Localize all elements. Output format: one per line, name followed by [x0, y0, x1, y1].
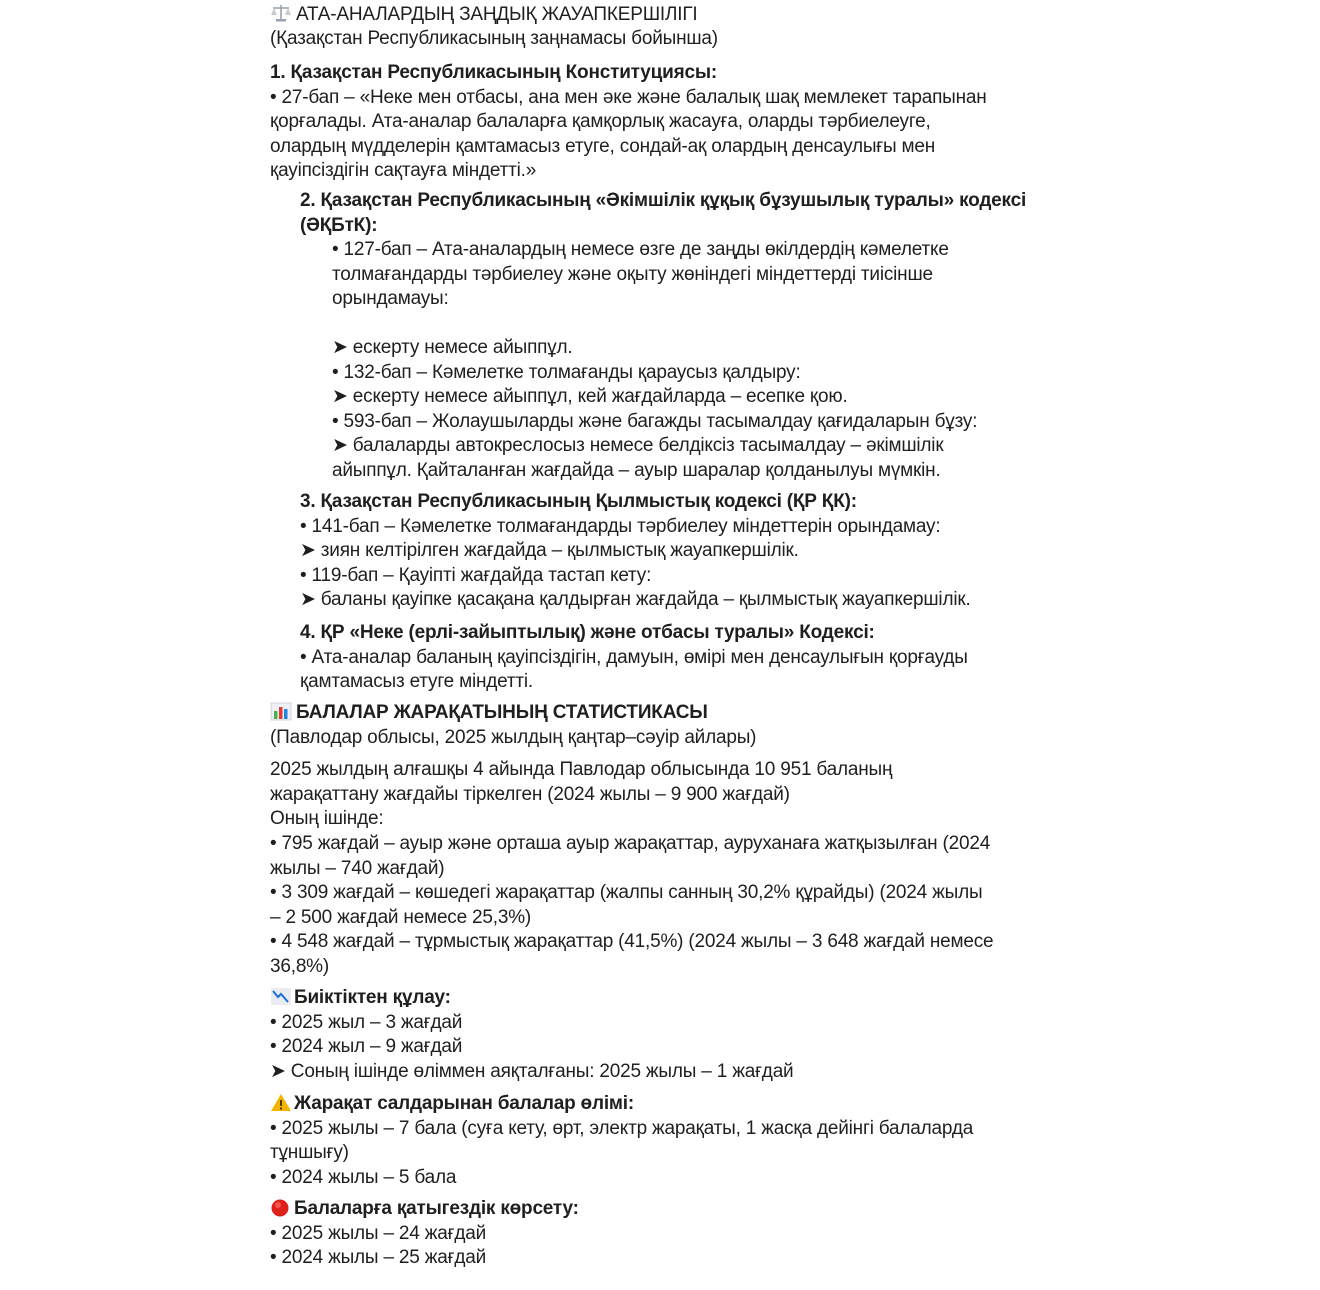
section-child-deaths — [270, 1092, 1100, 1190]
violence-heading-line — [270, 1197, 1100, 1222]
falls-heading-line — [270, 986, 1100, 1011]
text-line: олардың мүдделерін қамтамасыз етуге, сондай-ақ олардың денсаулығы мен — [270, 135, 936, 157]
deaths-heading: Жарақат салдарынан балалар өлімі: — [294, 1093, 634, 1114]
text-line: • 141-бап – Кәмелетке толмағандарды тәрбиелеу міндеттерін орындамау: — [300, 515, 941, 537]
document-title: АТА-АНАЛАРДЫҢ ЗАҢДЫҚ ЖАУАПКЕРШІЛІГІ — [296, 4, 698, 25]
section-marriage-family-code — [270, 621, 1100, 695]
text-line: қауіпсіздігін сақтауға міндетті.» — [270, 160, 537, 182]
stats-title: БАЛАЛАР ЖАРАҚАТЫНЫҢ СТАТИСТИКАСЫ — [296, 702, 708, 723]
section-falls — [270, 986, 1100, 1084]
text-line: • Ата-аналар баланың қауіпсіздігін, дамуын, өмірі мен денсаулығын қорғауды — [300, 646, 968, 668]
falls-heading: Биіктіктен құлау: — [294, 987, 451, 1008]
text-line: • 3 309 жағдай – көшедегі жарақаттар (жалпы санның 30,2% құрайды) (2024 жылы — [270, 882, 983, 904]
section-cruelty — [270, 1197, 1100, 1271]
text-line: қамтамасыз етуге міндетті. — [300, 671, 533, 693]
text-line: • 27-бап – «Неке мен отбасы, ана мен әке және балалық шақ мемлекет тарапынан — [270, 86, 987, 108]
text-line: • 2025 жылы – 7 бала (суға кету, өрт, электр жарақаты, 1 жасқа дейінгі балаларда — [270, 1117, 974, 1139]
scales-icon — [270, 3, 292, 23]
section-constitution — [270, 61, 1100, 184]
text-line: • 132-бап – Кәмелетке толмағанды қараусыз қалдыру: — [332, 361, 801, 383]
text-line: Оның ішінде: — [270, 808, 384, 830]
text-line: айыппұл. Қайталанған жағдайда – ауыр шаралар қолданылуы мүмкін. — [332, 459, 941, 481]
text-line: 2025 жылдың алғашқы 4 айында Павлодар облысында 10 951 баланың — [270, 759, 893, 781]
section-injury-statistics — [270, 701, 1100, 980]
text-line: – 2 500 жағдай немесе 25,3%) — [270, 906, 532, 928]
section-heading: 2. Қазақстан Республикасының «Әкімшілік құқық бұзушылық туралы» кодексі — [300, 190, 1027, 211]
red-circle-icon — [270, 1197, 290, 1217]
text-line: • 2024 жыл – 9 жағдай — [270, 1036, 463, 1058]
bar-chart-icon — [270, 701, 292, 721]
section-heading-cont: (ӘҚБтК): — [300, 214, 378, 236]
text-line: • 2024 жылы – 25 жағдай — [270, 1247, 486, 1269]
warning-icon — [270, 1092, 290, 1112]
text-line: жылы – 740 жағдай) — [270, 857, 445, 879]
document-header — [270, 3, 1100, 52]
text-line: • 2025 жылы – 24 жағдай — [270, 1222, 486, 1244]
deaths-heading-line — [270, 1092, 1100, 1117]
text-line: ➤ зиян келтірілген жағдайда – қылмыстық жауапкершілік. — [300, 540, 799, 562]
section-heading: 4. ҚР «Неке (ерлі-зайыптылық) және отбасы туралы» Кодексі: — [300, 622, 875, 643]
text-line: ➤ Соның ішінде өліммен аяқталғаны: 2025 жылы – 1 жағдай — [270, 1060, 794, 1082]
section-heading: 3. Қазақстан Республикасының Қылмыстық кодексі (ҚР ҚК): — [300, 491, 857, 512]
text-line: жарақаттану жағдайы тіркелген (2024 жылы – 9 900 жағдай) — [270, 783, 790, 805]
text-line: ➤ балаларды автокреслосыз немесе белдіксіз тасымалдау – әкімшілік — [332, 435, 944, 457]
stats-subtitle: (Павлодар облысы, 2025 жылдың қаңтар–сәуір айлары) — [270, 726, 757, 748]
section-administrative-code — [270, 189, 1100, 484]
text-line: • 795 жағдай – ауыр және орташа ауыр жарақаттар, ауруханаға жатқызылған (2024 — [270, 832, 991, 854]
section-criminal-code — [270, 490, 1100, 613]
text-line: ➤ ескерту немесе айыппұл, кей жағдайларда – есепке қою. — [332, 386, 848, 408]
text-line: толмағандарды тәрбиелеу және оқыту жөніндегі міндеттерді тиісінше — [332, 263, 933, 285]
text-line: • 2025 жыл – 3 жағдай — [270, 1011, 463, 1033]
section-heading: 1. Қазақстан Республикасының Конституциясы: — [270, 62, 717, 83]
chart-decreasing-icon — [270, 986, 290, 1006]
text-line: • 4 548 жағдай – тұрмыстық жарақаттар (41,5%) (2024 жылы – 3 648 жағдай немесе — [270, 931, 994, 953]
text-line: • 119-бап – Қауіпті жағдайда тастап кету: — [300, 564, 652, 586]
document-title-line — [270, 3, 1100, 27]
stats-title-line — [270, 701, 1100, 726]
text-line: • 593-бап – Жолаушыларды және багажды тасымалдау қағидаларын бұзу: — [332, 410, 978, 432]
text-line: қорғалады. Ата-аналар балаларға қамқорлық жасауға, оларды тәрбиелеуге, — [270, 111, 931, 133]
text-line: ➤ ескерту немесе айыппұл. — [332, 336, 573, 358]
document-subtitle: (Қазақстан Республикасының заңнамасы бойынша) — [270, 28, 718, 49]
text-line: • 2024 жылы – 5 бала — [270, 1166, 457, 1188]
text-line: орындамауы: — [332, 288, 449, 310]
text-line: • 127-бап – Ата-аналардың немесе өзге де заңды өкілдердің кәмелетке — [332, 239, 949, 261]
text-line: ➤ баланы қауіпке қасақана қалдырған жағдайда – қылмыстық жауапкершілік. — [300, 589, 971, 611]
text-line: тұншығу) — [270, 1142, 349, 1164]
text-line: 36,8%) — [270, 955, 330, 977]
violence-heading: Балаларға қатыгездік көрсету: — [294, 1198, 579, 1219]
